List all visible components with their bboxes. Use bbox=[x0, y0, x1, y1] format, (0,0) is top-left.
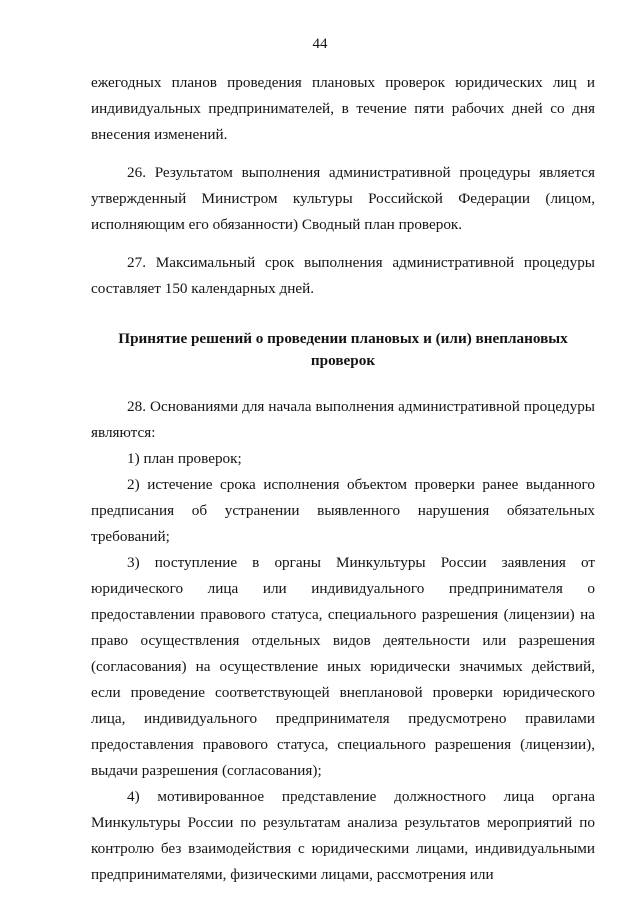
paragraph-27: 27. Максимальный срок выполнения административной процедуры составляет 150 календарных дней. bbox=[91, 254, 595, 297]
document-body bbox=[91, 70, 595, 888]
paragraph-26: 26. Результатом выполнения административной процедуры является утвержденный Министром культуры Российской Федерации (лицом, исполняющим его обязанности) Сводный план проверок. bbox=[91, 164, 595, 233]
list-item-3: 3) поступление в органы Минкультуры России заявления от юридического лица или индивидуального предпринимателя о предоставлении правового статуса, специального разрешения (лицензии) на право осуществления отдельных видов деятельности или разрешения (согласования) на осуществление иных юридически значимых действий, если проведение соответствующей внеплановой проверки юридического лица, индивидуального предпринимателя предусмотрено правилами предоставления правового статуса, специального разрешения (лицензии), выдачи разрешения (согласования); bbox=[91, 554, 595, 779]
section-heading: Принятие решений о проведении плановых и (или) внеплановых проверок bbox=[118, 330, 568, 369]
list-item-4: 4) мотивированное представление должностного лица органа Минкультуры России по результатам анализа результатов мероприятий по контролю без взаимодействия с юридическими лицами, индивидуальными предпринимателями, физическими лицами, рассмотрения или bbox=[91, 788, 595, 883]
paragraph-continuation: ежегодных планов проведения плановых проверок юридических лиц и индивидуальных предпринимателей, в течение пяти рабочих дней со дня внесения изменений. bbox=[91, 74, 595, 143]
page-number: 44 bbox=[312, 36, 328, 52]
list-item-2: 2) истечение срока исполнения объектом проверки ранее выданного предписания об устранении выявленного нарушения обязательных требований; bbox=[91, 476, 595, 545]
paragraph-28: 28. Основаниями для начала выполнения административной процедуры являются: bbox=[91, 398, 595, 441]
list-item-1: 1) план проверок; bbox=[127, 450, 242, 467]
